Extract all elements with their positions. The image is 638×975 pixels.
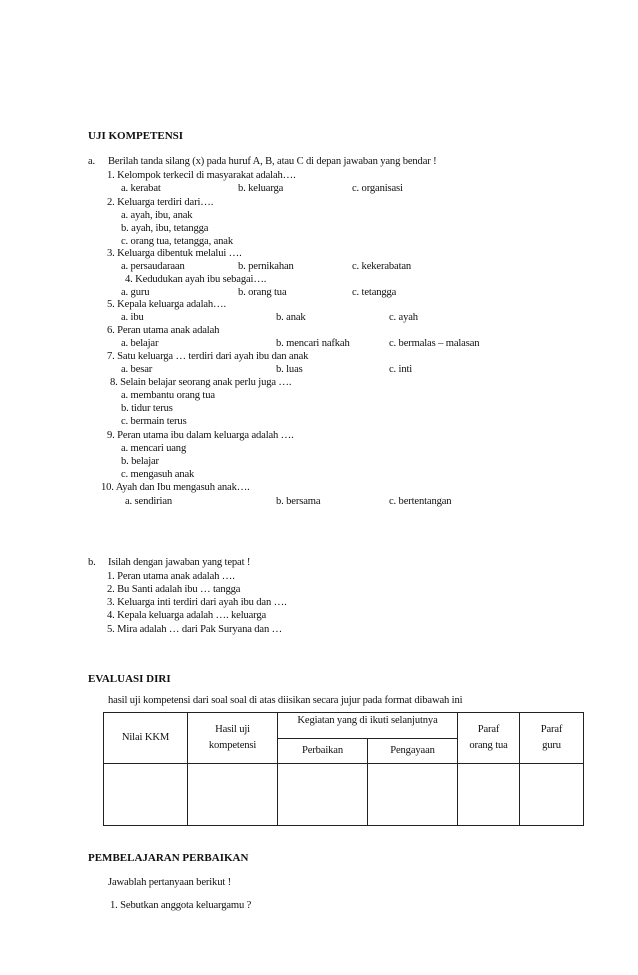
cell-hasil-uji[interactable] <box>188 764 278 826</box>
q1-option-c: c. organisasi <box>352 183 403 194</box>
evaluasi-intro: hasil uji kompetensi dari soal soal di atas diisikan secara jujur pada format dibawah ini <box>108 695 463 706</box>
q3-option-c: c. kekerabatan <box>352 261 412 272</box>
header-perbaikan: Perbaikan <box>278 738 368 764</box>
q2-option-a: a. ayah, ibu, anak <box>121 210 193 221</box>
question-10: 10. Ayah dan Ibu mengasuh anak…. <box>101 482 250 493</box>
q6-option-a: a. belajar <box>121 338 159 349</box>
header-pengayaan: Pengayaan <box>368 738 458 764</box>
q8-option-c: c. bermain terus <box>121 416 187 427</box>
header-kegiatan: Kegiatan yang di ikuti selanjutnya <box>278 713 458 739</box>
q8-option-a: a. membantu orang tua <box>121 390 215 401</box>
cell-paraf-orang-tua[interactable] <box>458 764 520 826</box>
question-5: 5. Kepala keluarga adalah…. <box>107 299 226 310</box>
q3-option-a: a. persaudaraan <box>121 261 185 272</box>
cell-perbaikan[interactable] <box>278 764 368 826</box>
part-b-instruction: Isilah dengan jawaban yang tepat ! <box>108 557 251 568</box>
perbaikan-question-1: 1. Sebutkan anggota keluargamu ? <box>110 900 252 911</box>
q2-option-b: b. ayah, ibu, tetangga <box>121 223 209 234</box>
q4-option-a: a. guru <box>121 287 150 298</box>
q10-option-b: b. bersama <box>276 496 321 507</box>
question-3: 3. Keluarga dibentuk melalui …. <box>107 248 242 259</box>
header-nilai-kkm: Nilai KKM <box>104 713 188 764</box>
header-hasil-uji: Hasil uji kompetensi <box>188 713 278 764</box>
q9-option-b: b. belajar <box>121 456 159 467</box>
part-b-item-1: 1. Peran utama anak adalah …. <box>107 571 235 582</box>
q4-option-b: b. orang tua <box>238 287 287 298</box>
q8-option-b: b. tidur terus <box>121 403 173 414</box>
cell-paraf-guru[interactable] <box>520 764 584 826</box>
section-title-evaluasi-diri: EVALUASI DIRI <box>88 673 171 685</box>
cell-nilai-kkm[interactable] <box>104 764 188 826</box>
section-title-pembelajaran-perbaikan: PEMBELAJARAN PERBAIKAN <box>88 852 249 864</box>
part-b-item-4: 4. Kepala keluarga adalah …. keluarga <box>107 610 267 621</box>
q2-option-c: c. orang tua, tetangga, anak <box>121 236 233 247</box>
evaluation-table <box>103 712 584 826</box>
q7-option-a: a. besar <box>121 364 153 375</box>
q7-option-b: b. luas <box>276 364 303 375</box>
question-8: 8. Selain belajar seorang anak perlu juga …. <box>110 377 292 388</box>
q1-option-b: b. keluarga <box>238 183 284 194</box>
part-b-marker: b. <box>88 557 96 568</box>
q6-option-c: c. bermalas – malasan <box>389 338 480 349</box>
part-b-item-5: 5. Mira adalah … dari Pak Suryana dan … <box>107 624 283 635</box>
question-4: 4. Kedudukan ayah ibu sebagai…. <box>125 274 267 285</box>
q3-option-b: b. pernikahan <box>238 261 294 272</box>
perbaikan-intro: Jawablah pertanyaan berikut ! <box>108 877 232 888</box>
header-paraf-orang-tua: Paraf orang tua <box>458 713 520 764</box>
q7-option-c: c. inti <box>389 364 413 375</box>
part-b-item-2: 2. Bu Santi adalah ibu … tangga <box>107 584 241 595</box>
question-1: 1. Kelompok terkecil di masyarakat adalah…. <box>107 170 296 181</box>
question-9: 9. Peran utama ibu dalam keluarga adalah …. <box>107 430 294 441</box>
q10-option-c: c. bertentangan <box>389 496 452 507</box>
header-paraf-guru: Paraf guru <box>520 713 584 764</box>
q5-option-c: c. ayah <box>389 312 418 323</box>
q10-option-a: a. sendirian <box>125 496 173 507</box>
part-b-item-3: 3. Keluarga inti terdiri dari ayah ibu dan …. <box>107 597 287 608</box>
part-a-instruction: Berilah tanda silang (x) pada huruf A, B, atau C di depan jawaban yang bendar ! <box>108 156 437 167</box>
question-6: 6. Peran utama anak adalah <box>107 325 220 336</box>
q5-option-a: a. ibu <box>121 312 144 323</box>
q5-option-b: b. anak <box>276 312 306 323</box>
q9-option-a: a. mencari uang <box>121 443 187 454</box>
q1-option-a: a. kerabat <box>121 183 161 194</box>
q9-option-c: c. mengasuh anak <box>121 469 195 480</box>
question-7: 7. Satu keluarga … terdiri dari ayah ibu dan anak <box>107 351 309 362</box>
question-2: 2. Keluarga terdiri dari…. <box>107 197 214 208</box>
cell-pengayaan[interactable] <box>368 764 458 826</box>
part-a-marker: a. <box>88 156 96 167</box>
section-title-uji-kompetensi: UJI KOMPETENSI <box>88 130 184 142</box>
q6-option-b: b. mencari nafkah <box>276 338 350 349</box>
q4-option-c: c. tetangga <box>352 287 397 298</box>
